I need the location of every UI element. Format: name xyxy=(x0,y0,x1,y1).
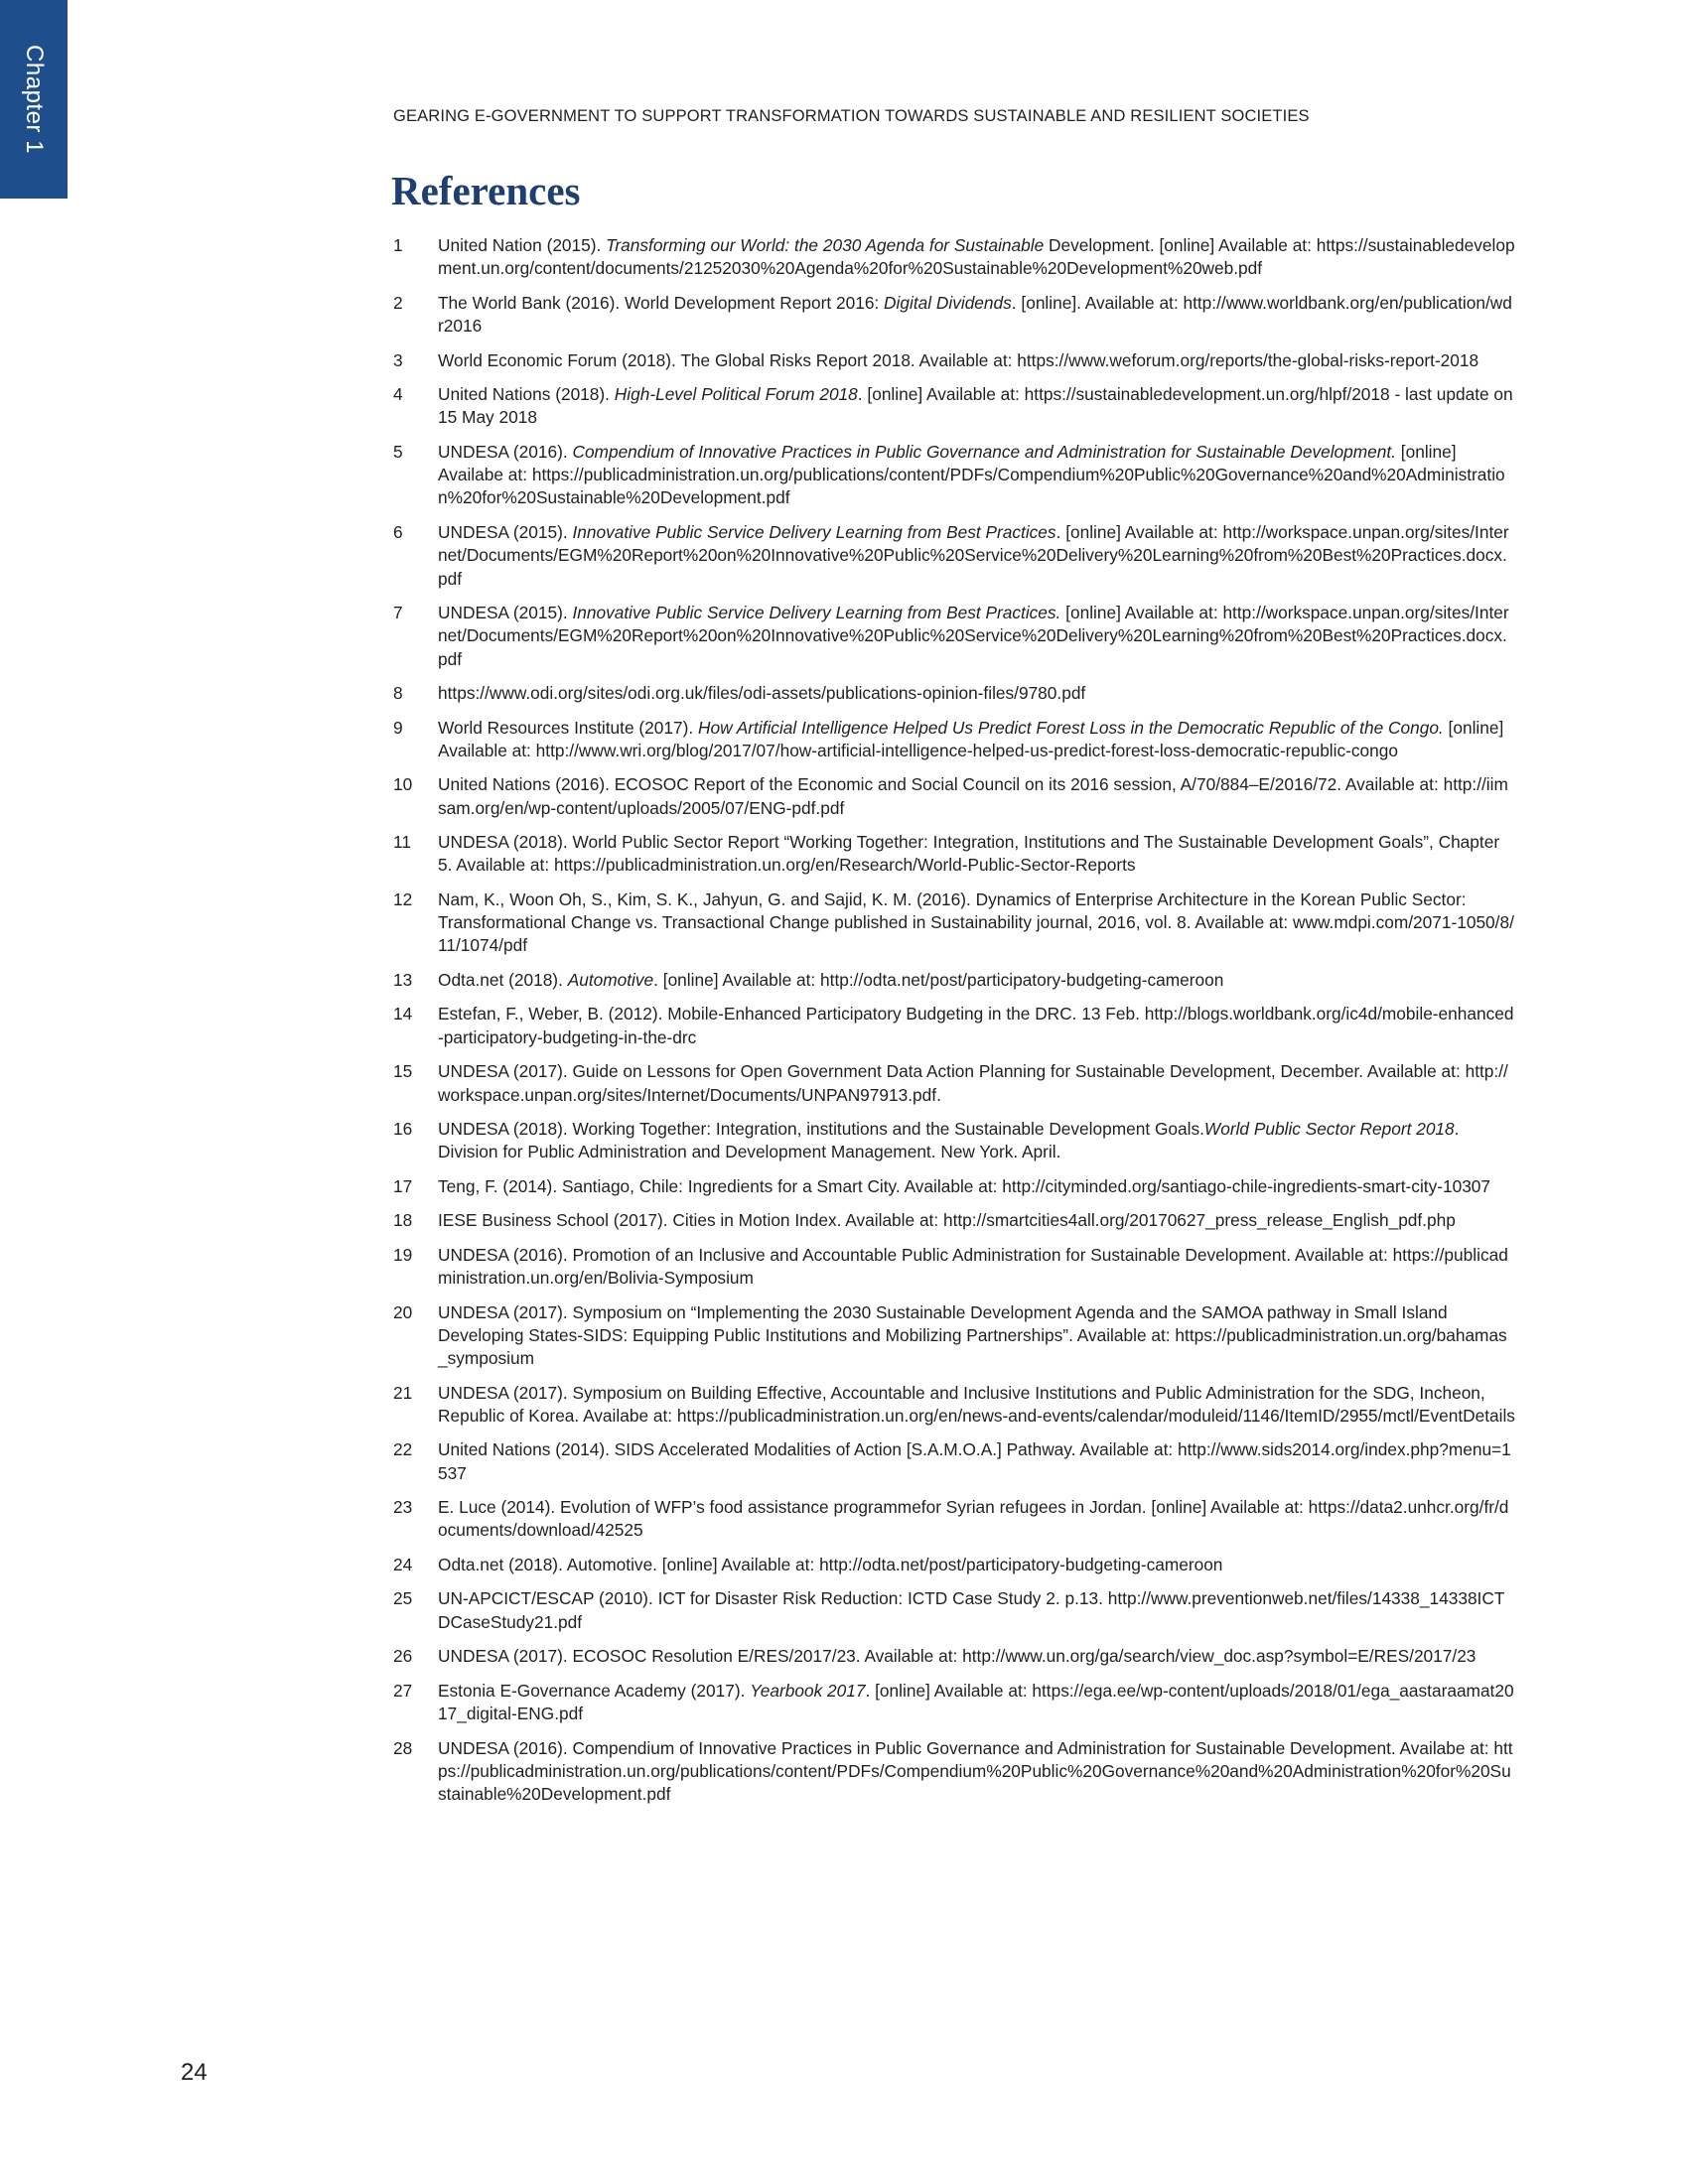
reference-number: 15 xyxy=(393,1061,413,1082)
reference-number: 16 xyxy=(393,1119,413,1140)
reference-item xyxy=(393,831,1515,878)
reference-number: 17 xyxy=(393,1175,413,1196)
reference-title: World Public Sector Report 2018 xyxy=(1203,1119,1455,1140)
reference-segment: . [online]. Available at: http://www.worldbank.org/en/publication/wdr2016 xyxy=(438,292,1512,337)
reference-number: 13 xyxy=(393,969,413,990)
reference-number: 3 xyxy=(393,349,403,370)
reference-title: Yearbook 2017 xyxy=(750,1680,866,1701)
reference-text xyxy=(438,1587,1515,1634)
reference-number: 23 xyxy=(393,1497,413,1518)
reference-segment: . Division for Public Administration and Development Management. New York. April. xyxy=(438,1119,1460,1162)
reference-text xyxy=(438,383,1515,430)
chapter-tab-label: Chapter 1 xyxy=(21,45,48,154)
reference-segment: https://www.odi.org/sites/odi.org.uk/files/odi-assets/publications-opinion-files/9780.pdf xyxy=(438,683,1086,704)
reference-item xyxy=(393,1003,1515,1049)
reference-item xyxy=(393,1496,1515,1543)
reference-number: 10 xyxy=(393,774,413,795)
reference-text xyxy=(438,1645,1515,1668)
reference-text xyxy=(438,602,1515,671)
reference-title: Digital Dividends xyxy=(884,292,1012,313)
reference-number: 7 xyxy=(393,602,403,622)
reference-segment: [online] Available at: http://www.wri.org/blog/2017/07/how-artificial-intelligence-helped-us-predict-forest-loss-democratic-republic-congo xyxy=(438,717,1504,760)
reference-number: 9 xyxy=(393,717,403,738)
reference-item xyxy=(393,1645,1515,1668)
reference-number: 1 xyxy=(393,235,403,255)
reference-item xyxy=(393,1680,1515,1726)
reference-segment: Estefan, F., Weber, B. (2012). Mobile-Enhanced Participatory Budgeting in the DRC. 13 Feb. http://blogs.worldbank.org/ic4d/mobile-enhanced-participatory-budgeting-in-the-drc xyxy=(438,1004,1514,1047)
reference-text xyxy=(438,1118,1515,1164)
reference-text xyxy=(438,441,1515,510)
reference-text xyxy=(438,234,1515,281)
reference-number: 8 xyxy=(393,683,403,704)
reference-number: 5 xyxy=(393,441,403,462)
reference-item xyxy=(393,1737,1515,1807)
reference-text xyxy=(438,1382,1515,1429)
reference-number: 28 xyxy=(393,1737,413,1758)
reference-number: 20 xyxy=(393,1301,413,1322)
reference-item xyxy=(393,1438,1515,1485)
reference-item xyxy=(393,888,1515,958)
reference-text xyxy=(438,773,1515,820)
reference-segment: UNDESA (2015). xyxy=(438,602,568,622)
reference-number: 18 xyxy=(393,1210,413,1231)
reference-title: Automotive xyxy=(567,969,654,990)
reference-segment: UNDESA (2018). Working Together: Integration, institutions and the Sustainable Development Goals. xyxy=(438,1119,1204,1140)
reference-text xyxy=(438,1175,1515,1198)
reference-number: 14 xyxy=(393,1004,413,1024)
reference-segment: World Resources Institute (2017). xyxy=(438,717,694,738)
reference-title: Transforming our World: the 2030 Agenda for Sustainable xyxy=(606,235,1045,255)
reference-title: Compendium of Innovative Practices in Public Governance and Administration for Sustainable Development. xyxy=(572,441,1396,462)
reference-segment: Development. [online] Available at: https://sustainabledevelopment.un.org/content/documents/21252030%20Agenda%20for%20Sustainable%20Development%20web.pdf xyxy=(438,235,1515,279)
reference-item xyxy=(393,682,1515,705)
page-number: 24 xyxy=(181,2059,208,2086)
reference-item xyxy=(393,1244,1515,1291)
reference-segment: . [online] Available at: https://ega.ee/wp-content/uploads/2018/01/ega_aastaraamat2017_digital-ENG.pdf xyxy=(438,1680,1514,1724)
reference-number: 27 xyxy=(393,1680,413,1701)
reference-segment: UNDESA (2016). Compendium of Innovative Practices in Public Governance and Administration for Sustainable Development. Availabe at: https://publicadministration.un.org/publications/content/PDFs/Compendium%20Public%20Governance%20and%20Administration%20for%20Sustainable%20Development.pdf xyxy=(438,1737,1513,1805)
reference-number: 6 xyxy=(393,521,403,542)
reference-item xyxy=(393,1554,1515,1576)
reference-segment: UNDESA (2016). xyxy=(438,441,568,462)
reference-item xyxy=(393,1587,1515,1634)
reference-item xyxy=(393,969,1515,992)
reference-title: How Artificial Intelligence Helped Us Predict Forest Loss in the Democratic Republic of the Congo. xyxy=(697,717,1444,738)
reference-segment: UNDESA (2018). World Public Sector Report “Working Together: Integration, Institutions and The Sustainable Development Goals”, Chapter 5. Available at: https://publicadministration.un.org/en/Research/World-Public-Sector-Reports xyxy=(438,832,1500,876)
reference-text xyxy=(438,717,1515,763)
reference-segment: E. Luce (2014). Evolution of WFP’s food assistance programmefor Syrian refugees in Jordan. [online] Available at: https://data2.unhcr.org/fr/documents/download/42525 xyxy=(438,1497,1509,1541)
reference-number: 11 xyxy=(393,832,411,853)
reference-segment: UN-APCICT/ESCAP (2010). ICT for Disaster Risk Reduction: ICTD Case Study 2. p.13. http://www.preventionweb.net/files/14338_14338ICTDCaseStudy21.pdf xyxy=(438,1588,1505,1632)
reference-text xyxy=(438,1244,1515,1291)
reference-text xyxy=(438,1680,1515,1726)
reference-text xyxy=(438,1060,1515,1107)
reference-text xyxy=(438,682,1515,705)
reference-text xyxy=(438,1737,1515,1807)
reference-item xyxy=(393,292,1515,339)
reference-number: 21 xyxy=(393,1382,413,1403)
chapter-tab xyxy=(0,0,68,199)
reference-segment: United Nations (2016). ECOSOC Report of the Economic and Social Council on its 2016 session, A/70/884–E/2016/72. Available at: http://iimsam.org/en/wp-content/uploads/2005/07/ENG-pdf.pdf xyxy=(438,774,1508,818)
reference-text xyxy=(438,1438,1515,1485)
reference-item xyxy=(393,1060,1515,1107)
reference-segment: The World Bank (2016). World Development Report 2016: xyxy=(438,292,880,313)
reference-segment: UNDESA (2017). Symposium on Building Effective, Accountable and Inclusive Institutions and Public Administration for the SDG, Incheon, Republic of Korea. Availabe at: https://publicadministration.un.org/en/news-and-events/calendar/moduleid/1146/ItemID/2955/mctl/EventDetails xyxy=(438,1382,1515,1426)
reference-item xyxy=(393,1209,1515,1232)
reference-segment: Odta.net (2018). Automotive. [online] Available at: http://odta.net/post/participatory-budgeting-cameroon xyxy=(438,1554,1223,1574)
reference-text xyxy=(438,1209,1515,1232)
reference-text xyxy=(438,1301,1515,1371)
reference-text xyxy=(438,292,1515,339)
reference-segment: Teng, F. (2014). Santiago, Chile: Ingredients for a Smart City. Available at: http://cityminded.org/santiago-chile-ingredients-smart-city-10307 xyxy=(438,1175,1491,1196)
reference-item xyxy=(393,717,1515,763)
reference-text xyxy=(438,349,1515,372)
reference-number: 22 xyxy=(393,1439,413,1460)
reference-number: 24 xyxy=(393,1554,413,1574)
reference-segment: . [online] Available at: https://sustainabledevelopment.un.org/hlpf/2018 - last update on 15 May 2018 xyxy=(438,384,1513,428)
reference-segment: IESE Business School (2017). Cities in Motion Index. Available at: http://smartcities4all.org/20170627_press_release_English_pdf.php xyxy=(438,1210,1456,1231)
running-head: GEARING E-GOVERNMENT TO SUPPORT TRANSFORMATION TOWARDS SUSTAINABLE AND RESILIENT SOCIETIES xyxy=(393,107,1310,125)
reference-number: 19 xyxy=(393,1244,413,1265)
reference-segment: . [online] Available at: http://workspace.unpan.org/sites/Internet/Documents/EGM%20Report%20on%20Innovative%20Public%20Service%20Delivery%20Learning%20from%20Best%20Practices.docx.pdf xyxy=(438,521,1509,589)
reference-number: 2 xyxy=(393,292,403,313)
reference-segment: [online] Availabe at: https://publicadministration.un.org/publications/content/PDFs/Compendium%20Public%20Governance%20and%20Administration%20for%20Sustainable%20Development.pdf xyxy=(438,441,1505,508)
reference-item xyxy=(393,602,1515,671)
reference-segment: . [online] Available at: http://odta.net/post/participatory-budgeting-cameroon xyxy=(653,969,1224,990)
reference-number: 4 xyxy=(393,384,403,405)
reference-segment: UNDESA (2017). Symposium on “Implementing the 2030 Sustainable Development Agenda and the SAMOA pathway in Small Island Developing States-SIDS: Equipping Public Institutions and Mobilizing Partnerships”. Available at: https://publicadministration.un.org/bahamas_symposium xyxy=(438,1301,1507,1369)
reference-segment: UNDESA (2017). ECOSOC Resolution E/RES/2017/23. Available at: http://www.un.org/ga/search/view_doc.asp?symbol=E/RES/2017/23 xyxy=(438,1646,1477,1667)
reference-title: High-Level Political Forum 2018 xyxy=(614,384,858,405)
reference-text xyxy=(438,1554,1515,1576)
reference-segment: UNDESA (2016). Promotion of an Inclusive and Accountable Public Administration for Sustainable Development. Available at: https://publicadministration.un.org/en/Bolivia-Symposium xyxy=(438,1244,1508,1289)
reference-item xyxy=(393,383,1515,430)
reference-number: 26 xyxy=(393,1646,413,1667)
reference-text xyxy=(438,1496,1515,1543)
section-title: References xyxy=(391,168,581,213)
reference-item xyxy=(393,349,1515,372)
reference-segment: World Economic Forum (2018). The Global Risks Report 2018. Available at: https://www.weforum.org/reports/the-global-risks-report-2018 xyxy=(438,349,1479,370)
reference-title: Innovative Public Service Delivery Learning from Best Practices xyxy=(572,521,1056,542)
reference-text xyxy=(438,831,1515,878)
reference-segment: UNDESA (2017). Guide on Lessons for Open Government Data Action Planning for Sustainable Development, December. Available at: http://workspace.unpan.org/sites/Internet/Documents/UNPAN97913.pdf. xyxy=(438,1061,1508,1105)
reference-segment: Estonia E-Governance Academy (2017). xyxy=(438,1680,746,1701)
reference-item xyxy=(393,1382,1515,1429)
reference-item xyxy=(393,521,1515,591)
reference-list xyxy=(393,234,1515,1818)
reference-item xyxy=(393,1301,1515,1371)
reference-segment: [online] Available at: http://workspace.unpan.org/sites/Internet/Documents/EGM%20Report%20on%20Innovative%20Public%20Service%20Delivery%20Learning%20from%20Best%20Practices.docx.pdf xyxy=(438,602,1509,669)
reference-text xyxy=(438,888,1515,958)
reference-text xyxy=(438,521,1515,591)
reference-item xyxy=(393,1175,1515,1198)
reference-number: 25 xyxy=(393,1588,413,1609)
reference-item xyxy=(393,1118,1515,1164)
reference-segment: United Nations (2018). xyxy=(438,384,610,405)
reference-segment: United Nation (2015). xyxy=(438,235,602,255)
reference-number: 12 xyxy=(393,888,413,909)
reference-title: Innovative Public Service Delivery Learning from Best Practices. xyxy=(572,602,1061,622)
reference-segment: United Nations (2014). SIDS Accelerated Modalities of Action [S.A.M.O.A.] Pathway. Available at: http://www.sids2014.org/index.php?menu=1537 xyxy=(438,1439,1511,1483)
reference-item xyxy=(393,773,1515,820)
reference-segment: UNDESA (2015). xyxy=(438,521,568,542)
reference-segment: Odta.net (2018). xyxy=(438,969,563,990)
reference-text xyxy=(438,969,1515,992)
reference-segment: Nam, K., Woon Oh, S., Kim, S. K., Jahyun, G. and Sajid, K. M. (2016). Dynamics of Enterprise Architecture in the Korean Public Sector: Transformational Change vs. Transactional Change published in Sustainability journal, 2016, vol. 8. Available at: www.mdpi.com/2071-1050/8/11/1074/pdf xyxy=(438,888,1514,956)
reference-item xyxy=(393,234,1515,281)
reference-text xyxy=(438,1003,1515,1049)
reference-item xyxy=(393,441,1515,510)
